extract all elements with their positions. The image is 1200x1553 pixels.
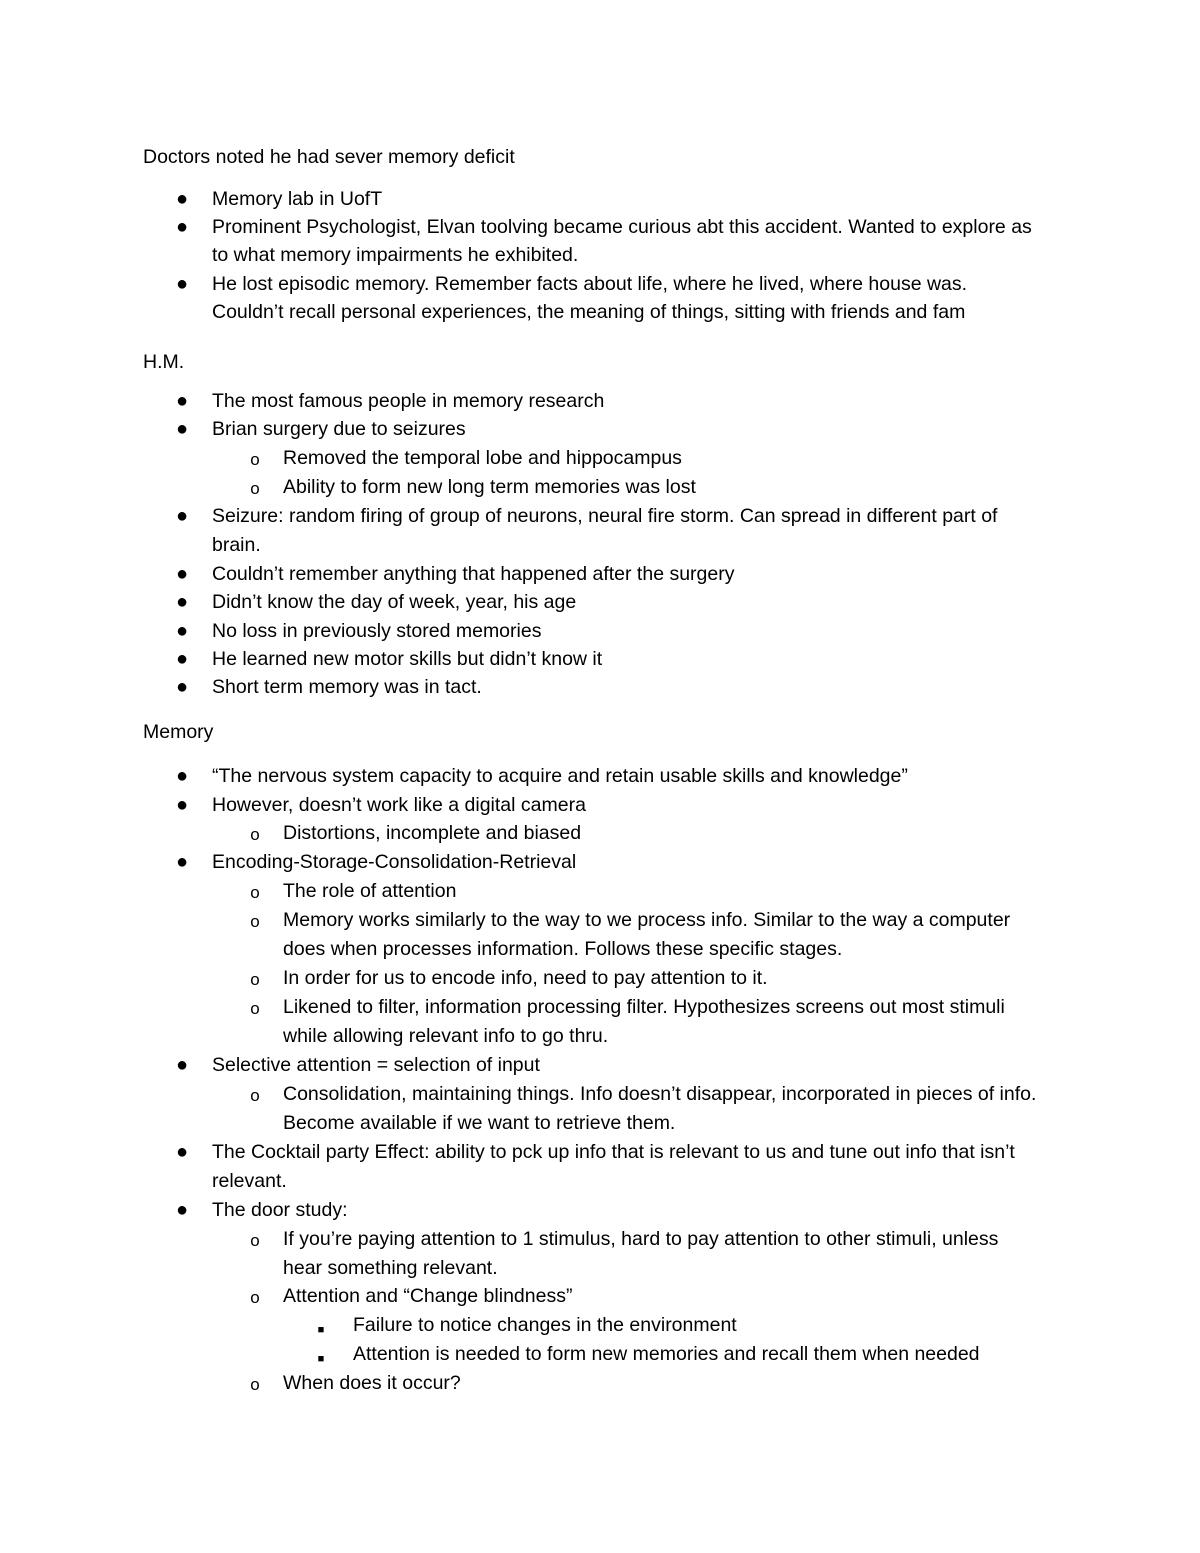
bullet-icon: ● <box>175 390 189 412</box>
bullet-icon: ● <box>175 648 189 670</box>
bullet-icon: ● <box>175 273 189 295</box>
bullet-icon: ● <box>175 505 189 527</box>
circle-bullet-icon: o <box>250 1375 260 1394</box>
bullet-icon: ● <box>175 188 189 210</box>
line-text: hear something relevant. <box>283 1257 498 1279</box>
bullet-icon: ● <box>175 216 189 238</box>
line-text: Seizure: random firing of group of neurons, neural fire storm. Can spread in different part of <box>212 505 998 527</box>
square-bullet-icon: ■ <box>317 1324 325 1336</box>
bullet-icon: ● <box>175 851 189 873</box>
line-text: The most famous people in memory research <box>212 390 605 412</box>
bullet-icon: ● <box>175 794 189 816</box>
bullet-icon: ● <box>175 1054 189 1076</box>
line-text: Brian surgery due to seizures <box>212 418 466 440</box>
line-text: to what memory impairments he exhibited. <box>212 244 579 266</box>
line-text: When does it occur? <box>283 1372 461 1394</box>
line-text: Selective attention = selection of input <box>212 1054 540 1076</box>
bullet-icon: ● <box>175 591 189 613</box>
line-text: He learned new motor skills but didn’t know it <box>212 648 603 670</box>
line-text: The door study: <box>212 1199 348 1221</box>
line-text: Encoding-Storage-Consolidation-Retrieval <box>212 851 577 873</box>
line-text: Attention and “Change blindness” <box>283 1285 573 1307</box>
line-text: Ability to form new long term memories was lost <box>283 476 696 498</box>
line-text: However, doesn’t work like a digital camera <box>212 794 586 816</box>
line-text: In order for us to encode info, need to pay attention to it. <box>283 967 768 989</box>
line-text: The role of attention <box>283 880 457 902</box>
line-text: He lost episodic memory. Remember facts about life, where he lived, where house was. <box>212 273 968 295</box>
line-text: Short term memory was in tact. <box>212 676 482 698</box>
circle-bullet-icon: o <box>250 1231 260 1250</box>
line-text: Likened to filter, information processing filter. Hypothesizes screens out most stimuli <box>283 996 1005 1018</box>
circle-bullet-icon: o <box>250 999 260 1018</box>
line-text: Removed the temporal lobe and hippocampus <box>283 447 682 469</box>
circle-bullet-icon: o <box>250 450 260 469</box>
line-text: Distortions, incomplete and biased <box>283 822 582 844</box>
line-text: If you’re paying attention to 1 stimulus, hard to pay attention to other stimuli, unless <box>283 1228 999 1250</box>
line-text: Couldn’t remember anything that happened after the surgery <box>212 563 735 585</box>
line-text: “The nervous system capacity to acquire and retain usable skills and knowledge” <box>212 765 908 787</box>
line-text: Become available if we want to retrieve them. <box>283 1112 676 1134</box>
bullet-icon: ● <box>175 1199 189 1221</box>
square-bullet-icon: ■ <box>317 1353 325 1365</box>
line-text: Didn’t know the day of week, year, his age <box>212 591 577 613</box>
bullet-icon: ● <box>175 765 189 787</box>
line-text: H.M. <box>143 351 185 373</box>
circle-bullet-icon: o <box>250 1288 260 1307</box>
bullet-icon: ● <box>175 418 189 440</box>
circle-bullet-icon: o <box>250 970 260 989</box>
circle-bullet-icon: o <box>250 883 260 902</box>
line-text: Couldn’t recall personal experiences, the meaning of things, sitting with friends and fam <box>212 301 966 323</box>
bullet-icon: ● <box>175 676 189 698</box>
line-text: while allowing relevant info to go thru. <box>283 1025 609 1047</box>
bullet-icon: ● <box>175 620 189 642</box>
line-text: Doctors noted he had sever memory deficit <box>143 146 515 168</box>
circle-bullet-icon: o <box>250 479 260 498</box>
circle-bullet-icon: o <box>250 825 260 844</box>
line-text: No loss in previously stored memories <box>212 620 542 642</box>
line-text: Attention is needed to form new memories and recall them when needed <box>353 1343 980 1365</box>
circle-bullet-icon: o <box>250 1086 260 1105</box>
bullet-icon: ● <box>175 563 189 585</box>
line-text: The Cocktail party Effect: ability to pck up info that is relevant to us and tune out info that isn’t <box>212 1141 1015 1163</box>
line-text: relevant. <box>212 1170 287 1192</box>
line-text: Memory works similarly to the way to we process info. Similar to the way a computer <box>283 909 1011 931</box>
line-text: does when processes information. Follows these specific stages. <box>283 938 843 960</box>
line-text: brain. <box>212 534 261 556</box>
line-text: Consolidation, maintaining things. Info doesn’t disappear, incorporated in pieces of info. <box>283 1083 1037 1105</box>
line-text: Prominent Psychologist, Elvan toolving became curious abt this accident. Wanted to explore as <box>212 216 1032 238</box>
line-text: Memory <box>143 721 214 743</box>
line-text: Memory lab in UofT <box>212 188 383 210</box>
circle-bullet-icon: o <box>250 912 260 931</box>
bullet-icon: ● <box>175 1141 189 1163</box>
line-text: Failure to notice changes in the environment <box>353 1314 737 1336</box>
